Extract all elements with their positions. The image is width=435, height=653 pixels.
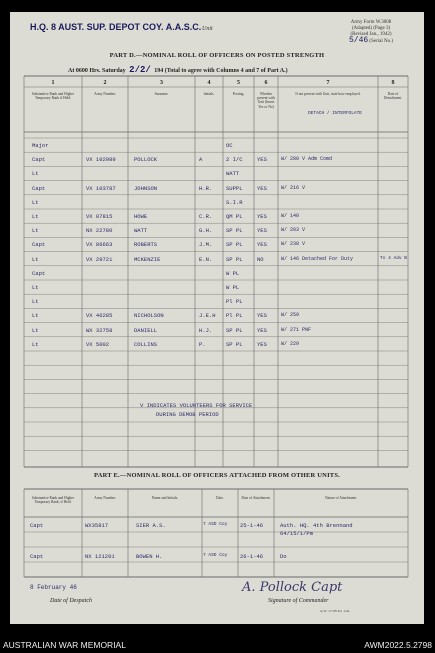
column-number: 8 <box>391 80 395 86</box>
column-header: Initials. <box>203 92 215 96</box>
cell-post: SP PL <box>226 326 243 334</box>
cell-rank: Lt <box>32 255 39 263</box>
caption-left: AUSTRALIAN WAR MEMORIAL <box>3 640 126 650</box>
cell-name: WATT <box>134 227 148 235</box>
cell-how: W/ 229 <box>281 340 300 347</box>
cell-post: SUPPL <box>226 184 243 192</box>
cell-rank: Capt <box>32 184 46 192</box>
cell-rank: Capt <box>32 269 46 277</box>
cell-present: YES <box>257 156 267 164</box>
despatch-label: Date of Despatch <box>50 598 92 604</box>
cell-how: W/ 280 V Adm Comd <box>281 156 333 163</box>
cell-post: SP PL <box>226 241 243 249</box>
part-e-cell-rank: Capt <box>30 522 44 529</box>
part-d-title: PART D.—NOMINAL ROLL OF OFFICERS ON POSTED STRENGTH <box>109 52 325 59</box>
part-e-cell-unit: 7 ASD Coy <box>203 553 228 558</box>
part-e-cell-name: SIER A.S. <box>136 522 166 529</box>
cell-num: VX 29721 <box>86 255 113 263</box>
cell-name: ROBERTS <box>134 241 158 249</box>
column-number: 1 <box>51 80 55 86</box>
cell-present: YES <box>257 326 267 334</box>
part-e-cell-num: WX35817 <box>85 522 109 529</box>
part-e-column-header: Date. <box>216 496 224 500</box>
part-e-cell-nature: Do <box>280 553 287 560</box>
cell-rank: Capt <box>32 241 46 249</box>
commander-signature: A. Pollock Capt <box>242 580 343 595</box>
cell-init: H.J. <box>199 326 213 334</box>
cell-date: To 4 Adv B <box>380 255 408 261</box>
note-line-1: V INDICATES VOLUNTEERS FOR SERVICE <box>140 402 253 409</box>
form-revised: (Revised Jan., 1942) <box>350 32 392 37</box>
part-e-column-header: Name and Initials. <box>151 496 179 500</box>
roll-date: 2/2/ <box>129 65 151 75</box>
cell-rank: Lt <box>32 298 39 306</box>
despatch-date: 8 February 46 <box>30 584 77 591</box>
cell-post: WATT <box>226 170 240 178</box>
cell-post: SP PL <box>226 255 243 263</box>
column-number: 5 <box>237 80 240 86</box>
caption-right: AWM2022.5.2798 <box>364 640 432 650</box>
column-header: Date of Detachment. <box>383 92 403 101</box>
cell-how: W/ 140 <box>281 213 300 219</box>
cell-post: W PL <box>226 284 240 291</box>
note-line-2: DURING DEMOB PERIOD <box>156 411 219 418</box>
volunteer-note <box>140 401 252 419</box>
cell-num: VX 5002 <box>86 340 110 348</box>
cell-name: POLLOCK <box>134 156 158 164</box>
cell-rank: Capt <box>32 156 46 164</box>
cell-init: C.R. <box>199 213 213 220</box>
cell-post: S.I.R <box>226 198 243 206</box>
unit-label: Unit <box>202 26 213 32</box>
cell-rank: Lt <box>32 340 39 348</box>
cell-name: MCKENZIE <box>134 255 161 263</box>
printer-mark: A.W. 17/1B Ed. 1/44 <box>320 609 350 613</box>
cell-init: A <box>199 156 203 164</box>
cell-rank: Lt <box>32 198 39 206</box>
part-e-cell-num: NX 121201 <box>85 553 115 560</box>
signature-label: Signature of Commander <box>268 598 329 604</box>
part-e-column-header: Date of Attachment. <box>241 496 271 500</box>
cell-how: W/ 238 V <box>281 241 306 248</box>
form-number: Army Form W.3008 <box>350 20 392 25</box>
part-e-cell-rank: Capt <box>30 553 44 560</box>
cell-post: Pl PL <box>226 312 243 320</box>
part-e-column-header: Army Number. <box>94 496 116 500</box>
cell-init: E.N. <box>199 255 213 263</box>
caption-bar <box>0 636 435 653</box>
cell-post: OC <box>226 142 233 149</box>
column-number: 7 <box>326 80 330 86</box>
cell-how: W/ 203 V <box>281 227 306 234</box>
cell-how: W/ 146 Detached For Duty <box>281 255 354 262</box>
cell-present: YES <box>257 241 267 249</box>
column-header: Army Number. <box>94 92 116 96</box>
serial-number: 5/46 <box>348 36 369 45</box>
cell-post: W PL <box>226 269 240 277</box>
part-e-cell-nature-2: 64/15/1/Pm <box>280 530 314 537</box>
cell-rank: Lt <box>32 326 39 334</box>
cell-num: VX 102989 <box>86 156 116 164</box>
cell-num: VX 86663 <box>86 241 113 249</box>
column-header: Substantive Rank and Higher Temporary Rank if Held. <box>31 92 75 101</box>
column-number: 3 <box>160 80 163 86</box>
cell-present: NO <box>257 255 264 263</box>
column-number: 2 <box>103 80 107 86</box>
cell-post: 2 I/C <box>226 156 243 164</box>
cell-rank: Lt <box>32 284 39 291</box>
cell-how: W/ 271 PNF <box>281 326 312 333</box>
cell-init: G.H. <box>199 227 213 235</box>
column-header: Surname. <box>154 92 169 96</box>
cell-post: QM PL <box>226 213 243 220</box>
cell-how: W/ 216 V <box>281 184 306 191</box>
cell-init: H.R. <box>199 184 213 192</box>
cell-name: HOWE <box>134 213 148 220</box>
cell-num: WX 32758 <box>86 326 113 334</box>
part-e-column-header: Nature of Attachment. <box>324 496 358 500</box>
part-e-cell-date: 26-1-46 <box>240 553 264 560</box>
cell-rank: Major <box>32 142 49 149</box>
cell-name: JOHNSON <box>134 184 158 192</box>
cell-how: W/ 259 <box>281 312 300 319</box>
part-e-column-header: Substantive Rank and Higher Temporary Rank, if Held. <box>31 496 75 505</box>
subtitle-suffix: (Total to agree with Columns 4 and 7 of Part A.) <box>164 68 288 74</box>
cell-rank: Lt <box>32 170 39 178</box>
cell-present: YES <box>257 213 267 220</box>
cell-post: SP PL <box>226 227 243 235</box>
form-adapted: (Adapted) (Page 3) <box>351 26 391 31</box>
unit-name: H.Q. 8 AUST. SUP. DEPOT COY. A.A.S.C. <box>30 22 202 32</box>
cell-name: COLLINS <box>134 340 158 348</box>
part-e-cell-unit: 7 ASD Coy <box>203 522 228 527</box>
column-7-note: DETACH / INTERFOLATE <box>308 111 363 116</box>
cell-post: Pl PL <box>226 298 243 306</box>
document-sheet <box>10 12 424 624</box>
part-e-cell-name: BOWEN H. <box>136 553 163 560</box>
subtitle-prefix: At 0600 Hrs. Saturday <box>68 68 126 74</box>
cell-present: YES <box>257 227 267 235</box>
roll-year: 194 <box>154 68 164 74</box>
cell-init: J.E.H <box>199 312 216 320</box>
column-number: 6 <box>264 80 268 86</box>
cell-rank: Lt <box>32 227 39 235</box>
cell-name: NICHOLSON <box>134 312 164 320</box>
cell-init: J.M. <box>199 241 213 249</box>
cell-rank: Lt <box>32 213 39 220</box>
cell-num: VX 103787 <box>86 184 116 192</box>
column-header: Posting. <box>232 92 245 96</box>
cell-name: DANIELL <box>134 326 158 334</box>
column-number: 4 <box>207 80 211 86</box>
cell-post: SP PL <box>226 340 243 348</box>
cell-num: VX 87815 <box>86 213 113 220</box>
part-e-title: PART E.—NOMINAL ROLL OF OFFICERS ATTACHED FROM OTHER UNITS. <box>94 472 340 479</box>
column-header: If not present with Unit, state how employed. <box>295 92 361 96</box>
cell-init: P. <box>199 340 206 348</box>
cell-present: YES <box>257 340 267 348</box>
cell-rank: Lt <box>32 312 39 320</box>
cell-num: NX 22780 <box>86 227 113 235</box>
cell-present: YES <box>257 312 267 320</box>
part-e-cell-date: 25-1-46 <box>240 522 264 529</box>
cell-num: VX 46285 <box>86 312 113 320</box>
table-grid <box>10 12 424 624</box>
part-e-cell-nature: Auth. HQ. 4th Brennand <box>280 522 353 529</box>
serial-label: (Serial No.) <box>369 39 394 44</box>
cell-present: YES <box>257 184 267 192</box>
column-header: Whether present with Unit (Insert Yes or No) <box>257 92 275 109</box>
